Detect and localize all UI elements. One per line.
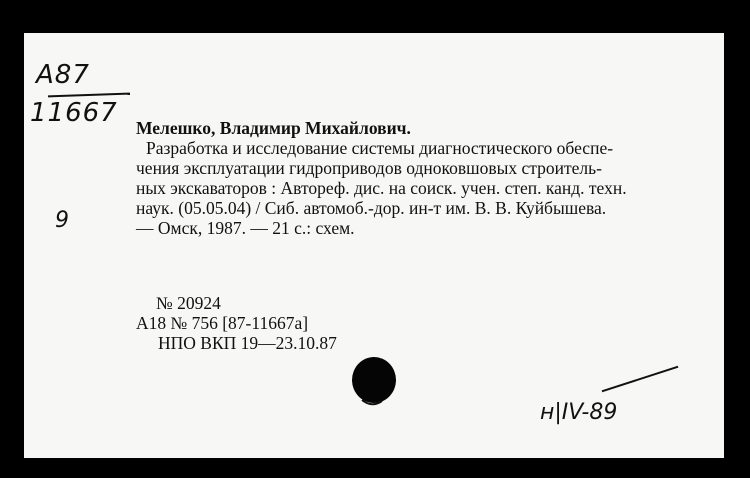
description-line: Разработка и исследование системы диагностического обеспе-	[146, 138, 614, 158]
shelfmark-top: А87	[36, 60, 90, 90]
description-line: — Омск, 1987. — 21 с.: схем.	[136, 218, 355, 238]
description-line: ных экскаваторов : Автореф. дис. на соиск. учен. степ. канд. техн.	[136, 178, 627, 198]
npo-line: НПО ВКП 19—23.10.87	[158, 333, 337, 353]
registration-block	[136, 293, 337, 353]
description-line: наук. (05.05.04) / Сиб. автомоб.-дор. ин-т им. В. В. Куйбышева.	[136, 198, 607, 218]
card-number: № 20924	[156, 293, 221, 313]
shelfmark-bottom: 11667	[30, 98, 118, 128]
stamp-smudge	[360, 398, 384, 408]
margin-mark: 9	[55, 208, 69, 233]
description-line: чения эксплуатации гидроприводов одноковшовых строитель-	[136, 158, 602, 178]
record-number: А18 № 756 [87-11667а]	[136, 313, 309, 333]
author-heading: Мелешко, Владимир Михайлович.	[136, 118, 411, 138]
bibliographic-entry	[136, 118, 708, 238]
inventory-mark: н|IV-89	[540, 400, 618, 425]
ink-stamp	[352, 357, 396, 403]
